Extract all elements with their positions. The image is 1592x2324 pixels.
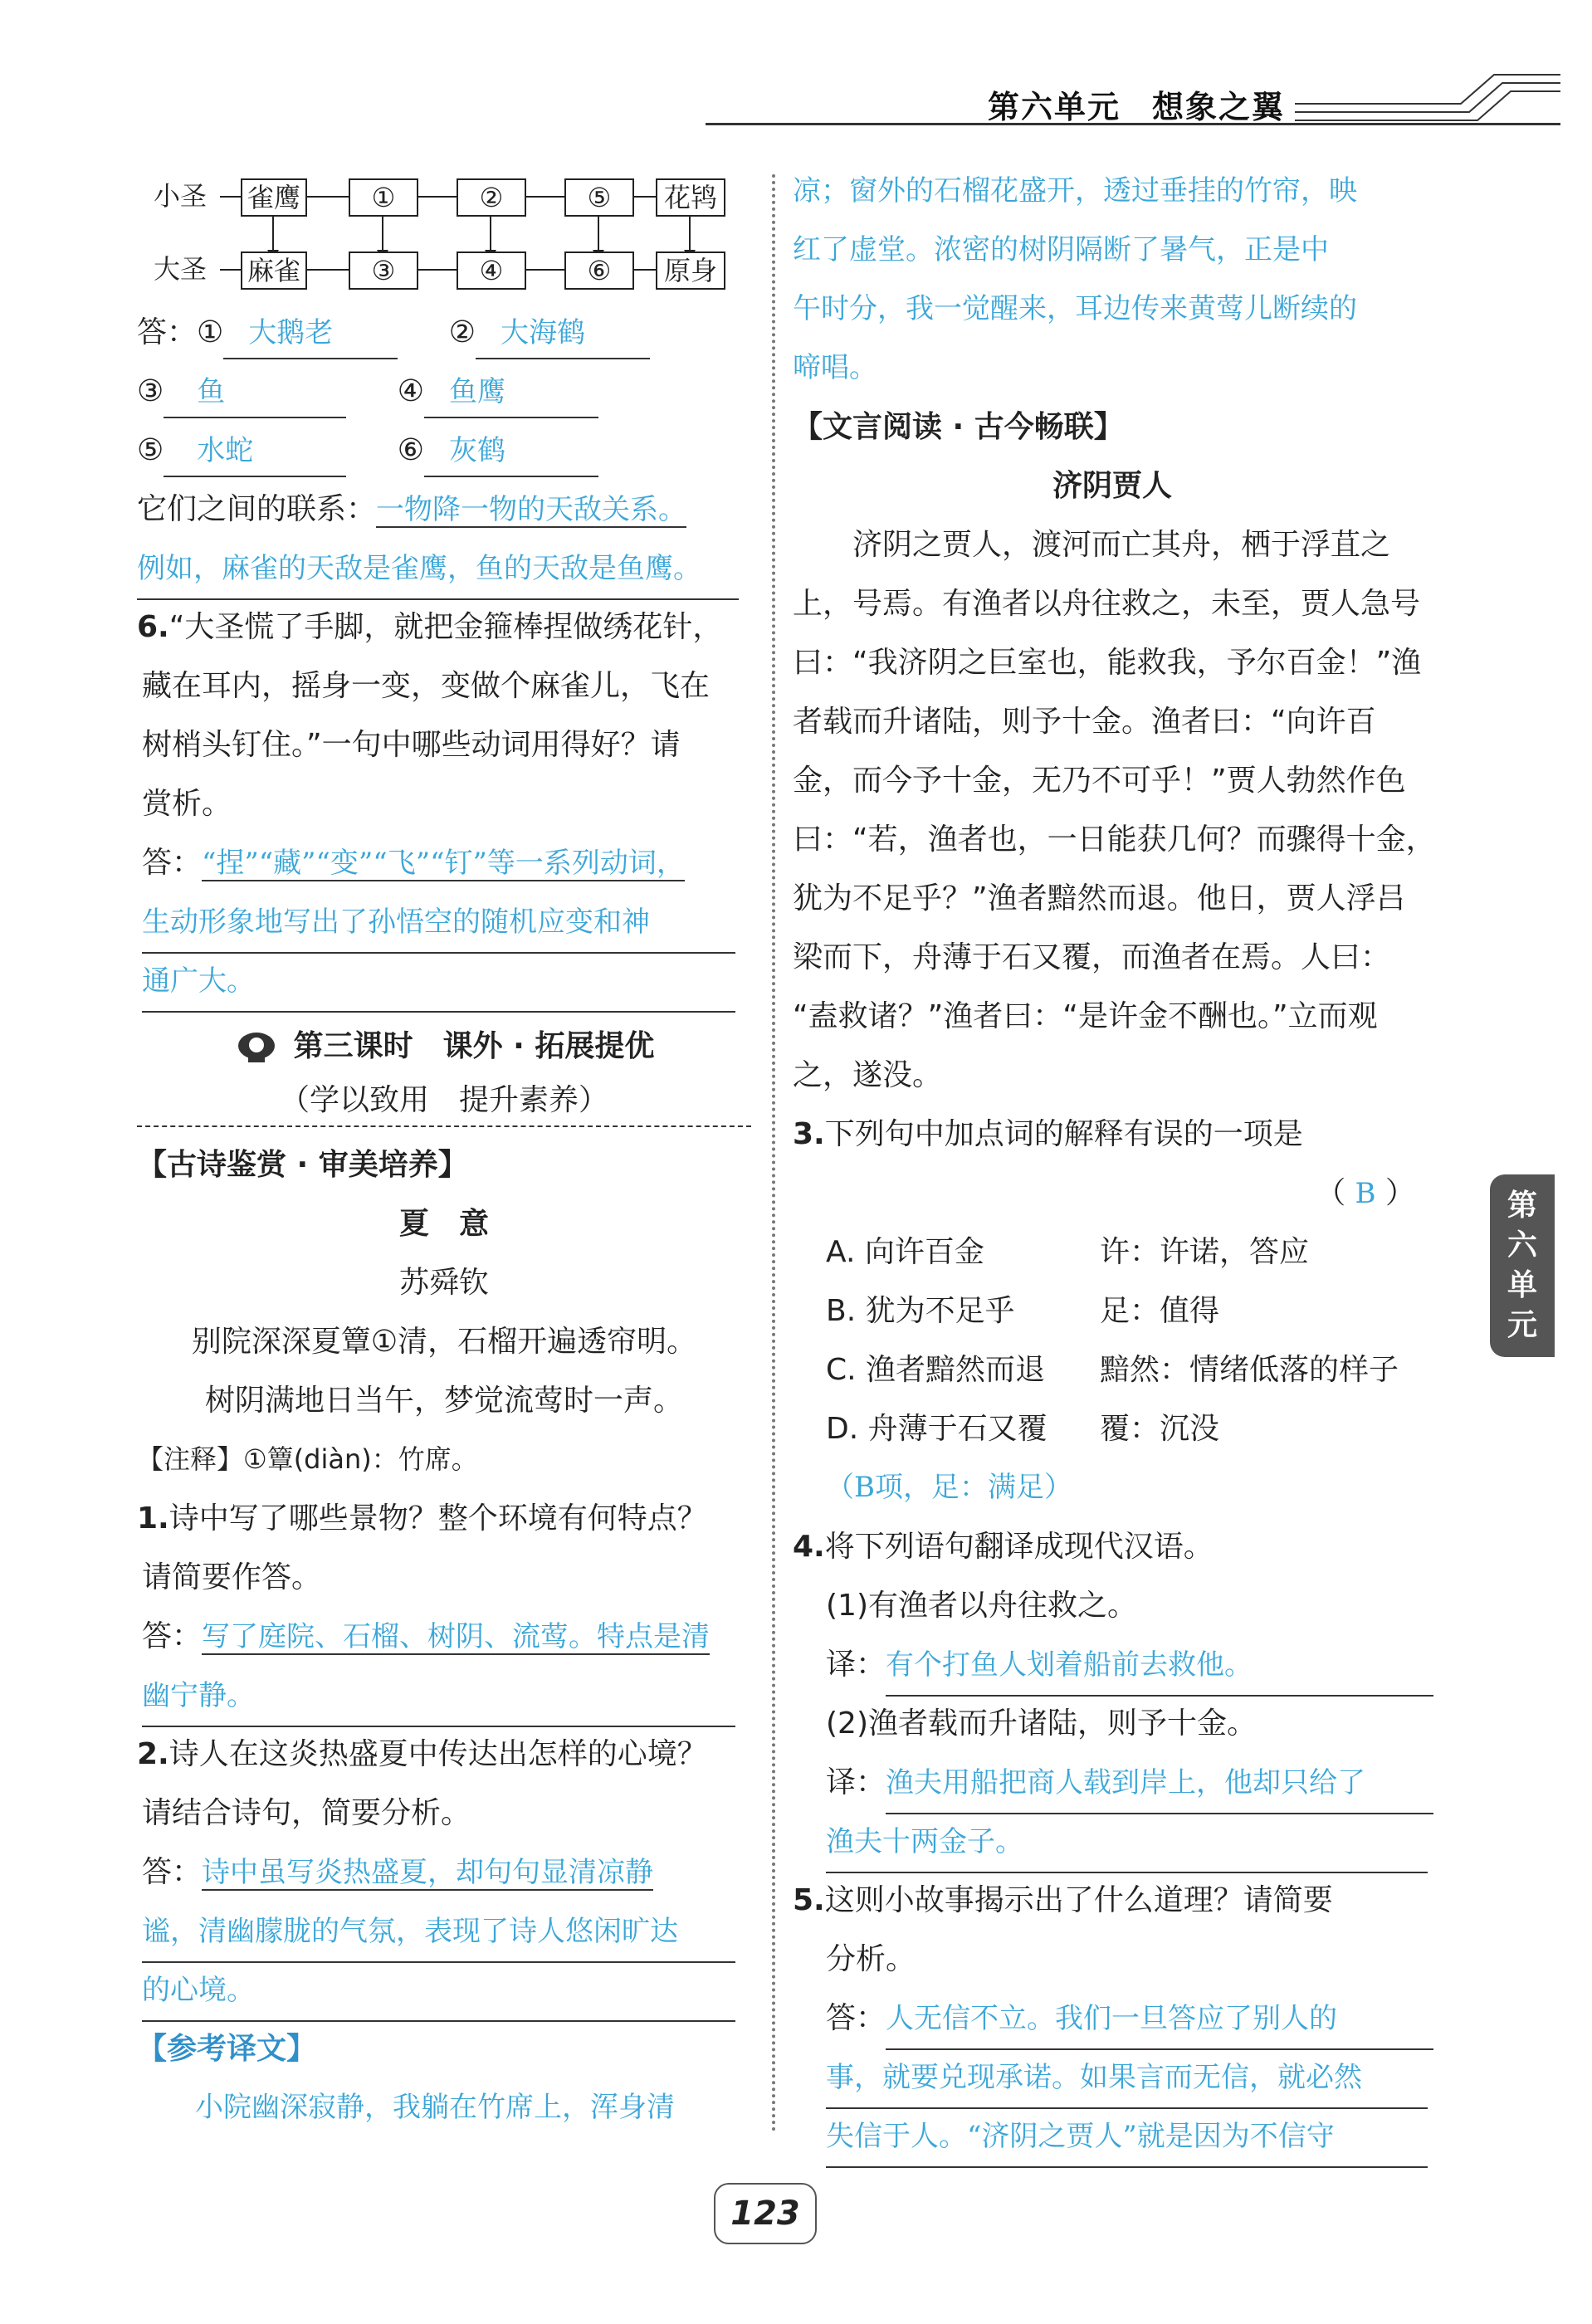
answer-6: 灰鹤 bbox=[424, 426, 598, 477]
unit-side-tab[interactable]: 第 六 单 元 bbox=[1490, 1174, 1555, 1357]
diagram-box: 雀鹰 bbox=[241, 178, 307, 217]
q6-answer: 答：“捏”“藏”“变”“飞”“钉”等一系列动词， bbox=[142, 846, 685, 880]
answer-5: 水蛇 bbox=[164, 426, 346, 477]
diagram-box: ⑤ bbox=[564, 178, 634, 217]
cq4-question: 4.将下列语句翻译成现代汉语。 bbox=[793, 1530, 1214, 1564]
classical-tag: 【文言阅读 · 古今畅联】 bbox=[793, 410, 1124, 444]
page-header bbox=[988, 81, 1316, 127]
pq1-answer: 答：写了庭院、石榴、树阴、流莺。特点是清 bbox=[142, 1619, 711, 1653]
answer-2: 大海鹤 bbox=[476, 308, 650, 359]
section3-title: 第三课时 课外 · 拓展提优 bbox=[137, 1017, 751, 1076]
cq3-option-b: B. 犹为不足乎 足：值得 bbox=[826, 1294, 1220, 1328]
right-column: 凉；窗外的石榴花盛开，透过垂挂的竹帘，映 红了虚堂。浓密的树阴隔断了暑气，正是中 午时分，我一觉醒来，耳边传来黄莺儿断续的 啼唱。 【文言阅读 · 古今畅联】 济阴贾人 济阴之贾人，渡河而亡其舟，栖于浮苴之 上，号焉。有渔者以舟往救之，未至，贾人急号 曰：“我济阴之巨室也，能救我，予尔百金！”渔 者载而升诸陆，则予十金。渔者曰：“向许百 金，而今予十金，无乃不可乎！”贾人勃然作色 曰：“若，渔者也，一日能获几何？而骤得十金， 犹为不足乎？”渔者黯然而退。他日，贾人浮吕 梁而下，舟薄于石又覆，而渔者在焉。人曰： “盍救诸？”渔者曰：“是许金不酬也。”立而观 之，遂没。 3.下列句中加点词的解释有误的一项是 （ B ） A. 向许百金 许：许诺，答应 B. 犹为不足乎 足：值得 C. 渔者黯然而退 黯然：情绪低落的样子 D. 舟薄于石又覆 覆：沉没 （B项，足：满足） 4.将下列语句翻译成现代汉语。 (1)有渔者以舟往救之。 译：有个打鱼人划着船前去救他。 (2)渔者载而升诸陆，则予十金。 译：渔夫用船把商人载到岸上，他却只给了 渔夫十两金子。 5.这则小故事揭示出了什么道理？请简要 分析。 答：人无信不立。我们一旦答应了别人的 事，就要兑现承诺。如果言而无信，就必然 失信于人。“济阴之贾人”就是因为不信守 bbox=[793, 162, 1432, 2165]
header-decor-lines bbox=[1295, 58, 1560, 124]
left-column: 小圣 大圣 雀鹰 ① ② ⑤ 花鸨 麻雀 ③ ④ ⑥ 原身 答：① 大鹅老 ② 大海鹤 ③ 鱼 ④ 鱼鹰 ⑤ 水蛇 ⑥ 灰鹤 它们之间的联系：一物降一物的天敌关系。 例如，麻雀的天敌是雀鹰，鱼的天敌是鱼鹰。 6.“大圣慌了手脚，就把金箍棒捏做绣花针， 藏在耳内，摇身一变，变做个麻雀儿，飞在 树梢头钉住。”一句中哪些动词用得好？请 赏析。 答：“捏”“藏”“变”“飞”“钉”等一系列动词， 生动形象地写出了孙悟空的随机应变和神 通广大。 第三课时 课外 · 拓展提优 （学以致用 提升素养） 【古诗鉴赏 · 审美培养】 夏 意 苏舜钦 别院深深夏簟①清，石榴开遍透帘明。 树阴满地日当午，梦觉流莺时一声。 【注释】①簟(diàn)：竹席。 1.诗中写了哪些景物？整个环境有何特点？ 请简要作答。 答：写了庭院、石榴、树阴、流莺。特点是清 幽宁静。 2.诗人在这炎热盛夏中传达出怎样的心境？ 请结合诗句，简要分析。 答：诗中虽写炎热盛夏，却句句显清凉静 谧，清幽朦胧的气氛，表现了诗人悠闲旷达 的心境。 【参考译文】 小院幽深寂静，我躺在竹席上，浑身清 bbox=[137, 162, 751, 2137]
q5-answer-row2: ③ 鱼 ④ 鱼鹰 bbox=[137, 362, 751, 421]
diagram-box: 麻雀 bbox=[241, 251, 307, 290]
unit-label: 第六单元 bbox=[988, 89, 1121, 125]
transformation-diagram bbox=[137, 162, 751, 303]
page-number: 123 bbox=[714, 2183, 817, 2244]
cq3-option-d: D. 舟薄于石又覆 覆：沉没 bbox=[826, 1412, 1220, 1446]
answer-3: 鱼 bbox=[164, 367, 346, 418]
cq4-translation2: 译：渔夫用船把商人载到岸上，他却只给了 bbox=[793, 1753, 1432, 1812]
trophy-icon bbox=[234, 1031, 279, 1064]
poem-line2: 树阴满地日当午，梦觉流莺时一声。 bbox=[204, 1384, 683, 1418]
column-divider bbox=[772, 174, 775, 2133]
cq4-translation1: 译：有个打鱼人划着船前去救他。 bbox=[793, 1635, 1432, 1694]
cq3-option-c: C. 渔者黯然而退 黯然：情绪低落的样子 bbox=[826, 1353, 1399, 1387]
diagram-box: ② bbox=[457, 178, 526, 217]
reference-translation-tag: 【参考译文】 bbox=[137, 2032, 317, 2066]
section3-subtitle: （学以致用 提升素养） bbox=[137, 1076, 751, 1127]
poem-note: 【注释】①簟(diàn)：竹席。 bbox=[137, 1443, 478, 1475]
pq2-question: 2.诗人在这炎热盛夏中传达出怎样的心境？ bbox=[137, 1737, 707, 1771]
diagram-box: 原身 bbox=[656, 251, 725, 290]
poem-tag: 【古诗鉴赏 · 审美培养】 bbox=[137, 1148, 468, 1182]
cq3-note: （B项，足：满足） bbox=[826, 1471, 1072, 1504]
classical-text: 济阴之贾人，渡河而亡其舟，栖于浮苴之 bbox=[852, 528, 1391, 562]
answer-1: 大鹅老 bbox=[223, 308, 398, 359]
poem-title: 夏 意 bbox=[398, 1207, 489, 1241]
q5-answer-row3: ⑤ 水蛇 ⑥ 灰鹤 bbox=[137, 421, 751, 480]
cq5-question: 5.这则小故事揭示出了什么道理？请简要 bbox=[793, 1883, 1333, 1917]
classical-title: 济阴贾人 bbox=[1052, 469, 1172, 503]
cq3-question: 3.下列句中加点词的解释有误的一项是 bbox=[793, 1117, 1303, 1151]
diagram-box: ① bbox=[349, 178, 418, 217]
pq1-question: 1.诗中写了哪些景物？整个环境有何特点？ bbox=[137, 1501, 707, 1536]
answer-4: 鱼鹰 bbox=[424, 367, 598, 418]
q6-question: 6.“大圣慌了手脚，就把金箍棒捏做绣花针， bbox=[137, 610, 723, 644]
cq3-option-a: A. 向许百金 许：许诺，答应 bbox=[826, 1235, 1310, 1269]
diagram-box: ⑥ bbox=[564, 251, 634, 290]
cq3-answer: （ B ） bbox=[1316, 1176, 1415, 1210]
diagram-row1-label: 小圣 bbox=[154, 180, 208, 212]
q5-relation: 它们之间的联系：一物降一物的天敌关系。 bbox=[137, 492, 687, 526]
cq5-answer: 答：人无信不立。我们一旦答应了别人的 bbox=[793, 1989, 1432, 2048]
q5-relation-cont: 例如，麻雀的天敌是雀鹰，鱼的天敌是鱼鹰。 bbox=[137, 539, 751, 598]
poem-author: 苏舜钦 bbox=[398, 1266, 489, 1300]
diagram-box: ④ bbox=[457, 251, 526, 290]
poem-line1: 别院深深夏簟①清，石榴开遍透帘明。 bbox=[191, 1325, 697, 1359]
diagram-row2-label: 大圣 bbox=[154, 253, 208, 285]
unit-theme: 想象之翼 bbox=[1152, 89, 1286, 125]
diagram-box: 花鸨 bbox=[656, 178, 725, 217]
diagram-box: ③ bbox=[349, 251, 418, 290]
pq2-answer: 答：诗中虽写炎热盛夏，却句句显清凉静 bbox=[142, 1855, 654, 1889]
reference-translation: 小院幽深寂静，我躺在竹席上，浑身清 bbox=[195, 2091, 675, 2124]
q5-answer-row1: 答：① 大鹅老 ② 大海鹤 bbox=[137, 303, 751, 362]
